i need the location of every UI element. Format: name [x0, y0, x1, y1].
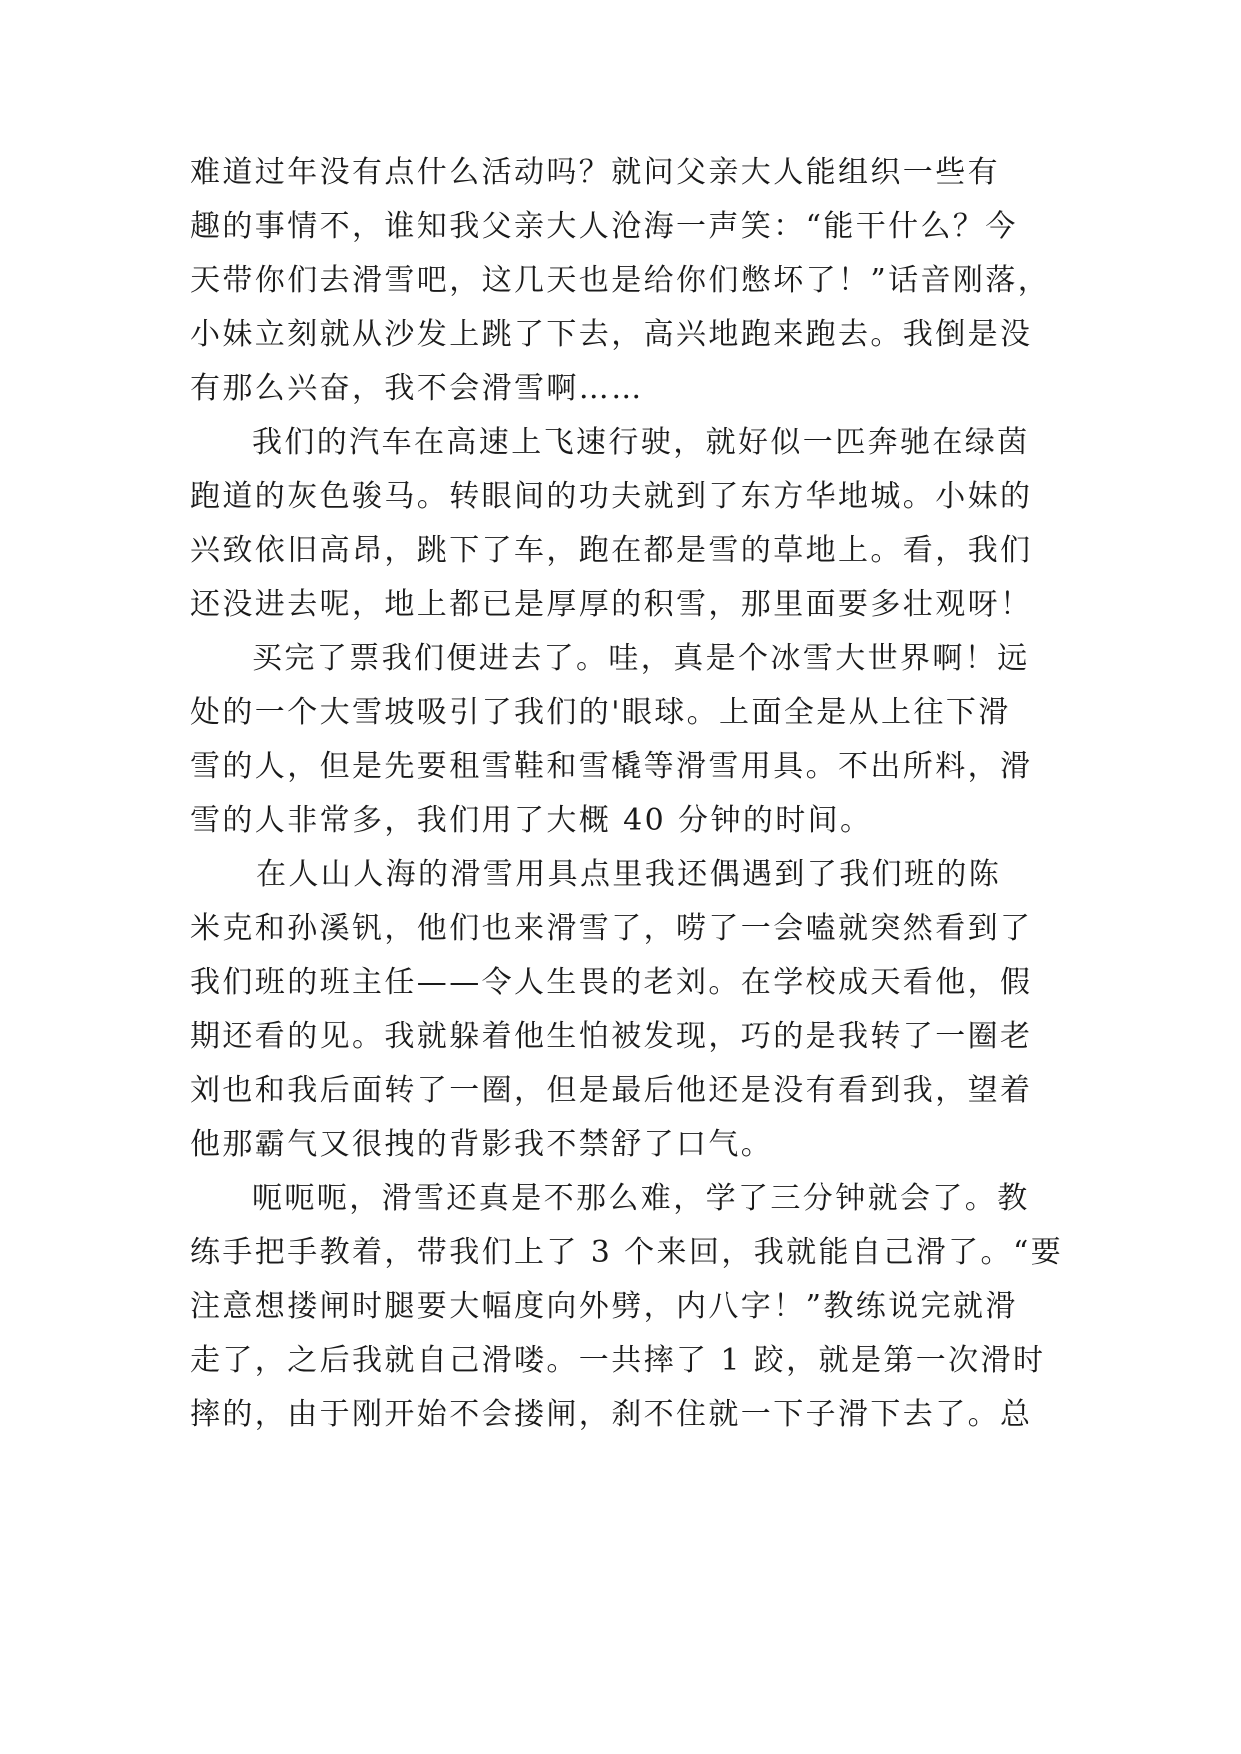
text-line: 还没进去呢，地上都已是厚厚的积雪，那里面要多壮观呀！	[190, 587, 1033, 622]
text-line: 摔的，由于刚开始不会搂闸，刹不住就一下子滑下去了。总	[190, 1397, 1033, 1432]
text-line: 小妹立刻就从沙发上跳了下去，高兴地跑来跑去。我倒是没	[190, 317, 1033, 352]
paragraph-first-line: 在人山人海的滑雪用具点里我还偶遇到了我们班的陈	[256, 857, 1002, 892]
text-line: 他那霸气又很拽的背影我不禁舒了口气。	[190, 1127, 774, 1162]
text-line: 注意想搂闸时腿要大幅度向外劈，内八字！”教练说完就滑	[190, 1289, 1018, 1324]
text-line: 处的一个大雪坡吸引了我们的'眼球。上面全是从上往下滑	[190, 695, 1011, 730]
text-line: 跑道的灰色骏马。转眼间的功夫就到了东方华地城。小妹的	[190, 479, 1033, 514]
text-line: 米克和孙溪钒，他们也来滑雪了，唠了一会嗑就突然看到了	[190, 911, 1033, 946]
paragraph-first-line: 我们的汽车在高速上飞速行驶，就好似一匹奔驰在绿茵	[252, 425, 1030, 460]
text-line: 我们班的班主任——令人生畏的老刘。在学校成天看他，假	[190, 965, 1033, 1000]
text-line: 刘也和我后面转了一圈，但是最后他还是没有看到我，望着	[190, 1073, 1033, 1108]
text-line: 有那么兴奋，我不会滑雪啊……	[190, 371, 644, 406]
text-line: 走了，之后我就自己滑喽。一共摔了 1 跤，就是第一次滑时	[190, 1343, 1046, 1378]
paragraph-first-line: 买完了票我们便进去了。哇，真是个冰雪大世界啊！远	[252, 641, 1030, 676]
text-line: 期还看的见。我就躲着他生怕被发现，巧的是我转了一圈老	[190, 1019, 1033, 1054]
text-line: 雪的人非常多，我们用了大概 40 分钟的时间。	[190, 803, 873, 838]
text-line: 趣的事情不，谁知我父亲大人沧海一声笑：“能干什么？今	[190, 209, 1018, 244]
text-line: 天带你们去滑雪吧，这几天也是给你们憋坏了！”话音刚落，	[190, 263, 1051, 298]
text-line: 兴致依旧高昂，跳下了车，跑在都是雪的草地上。看，我们	[190, 533, 1033, 568]
text-line: 练手把手教着，带我们上了 3 个来回，我就能自己滑了。“要	[190, 1235, 1064, 1270]
text-line: 难道过年没有点什么活动吗？就问父亲大人能组织一些有	[190, 155, 1000, 190]
text-line: 雪的人，但是先要租雪鞋和雪橇等滑雪用具。不出所料，滑	[190, 749, 1033, 784]
paragraph-first-line: 呃呃呃，滑雪还真是不那么难，学了三分钟就会了。教	[252, 1181, 1030, 1216]
